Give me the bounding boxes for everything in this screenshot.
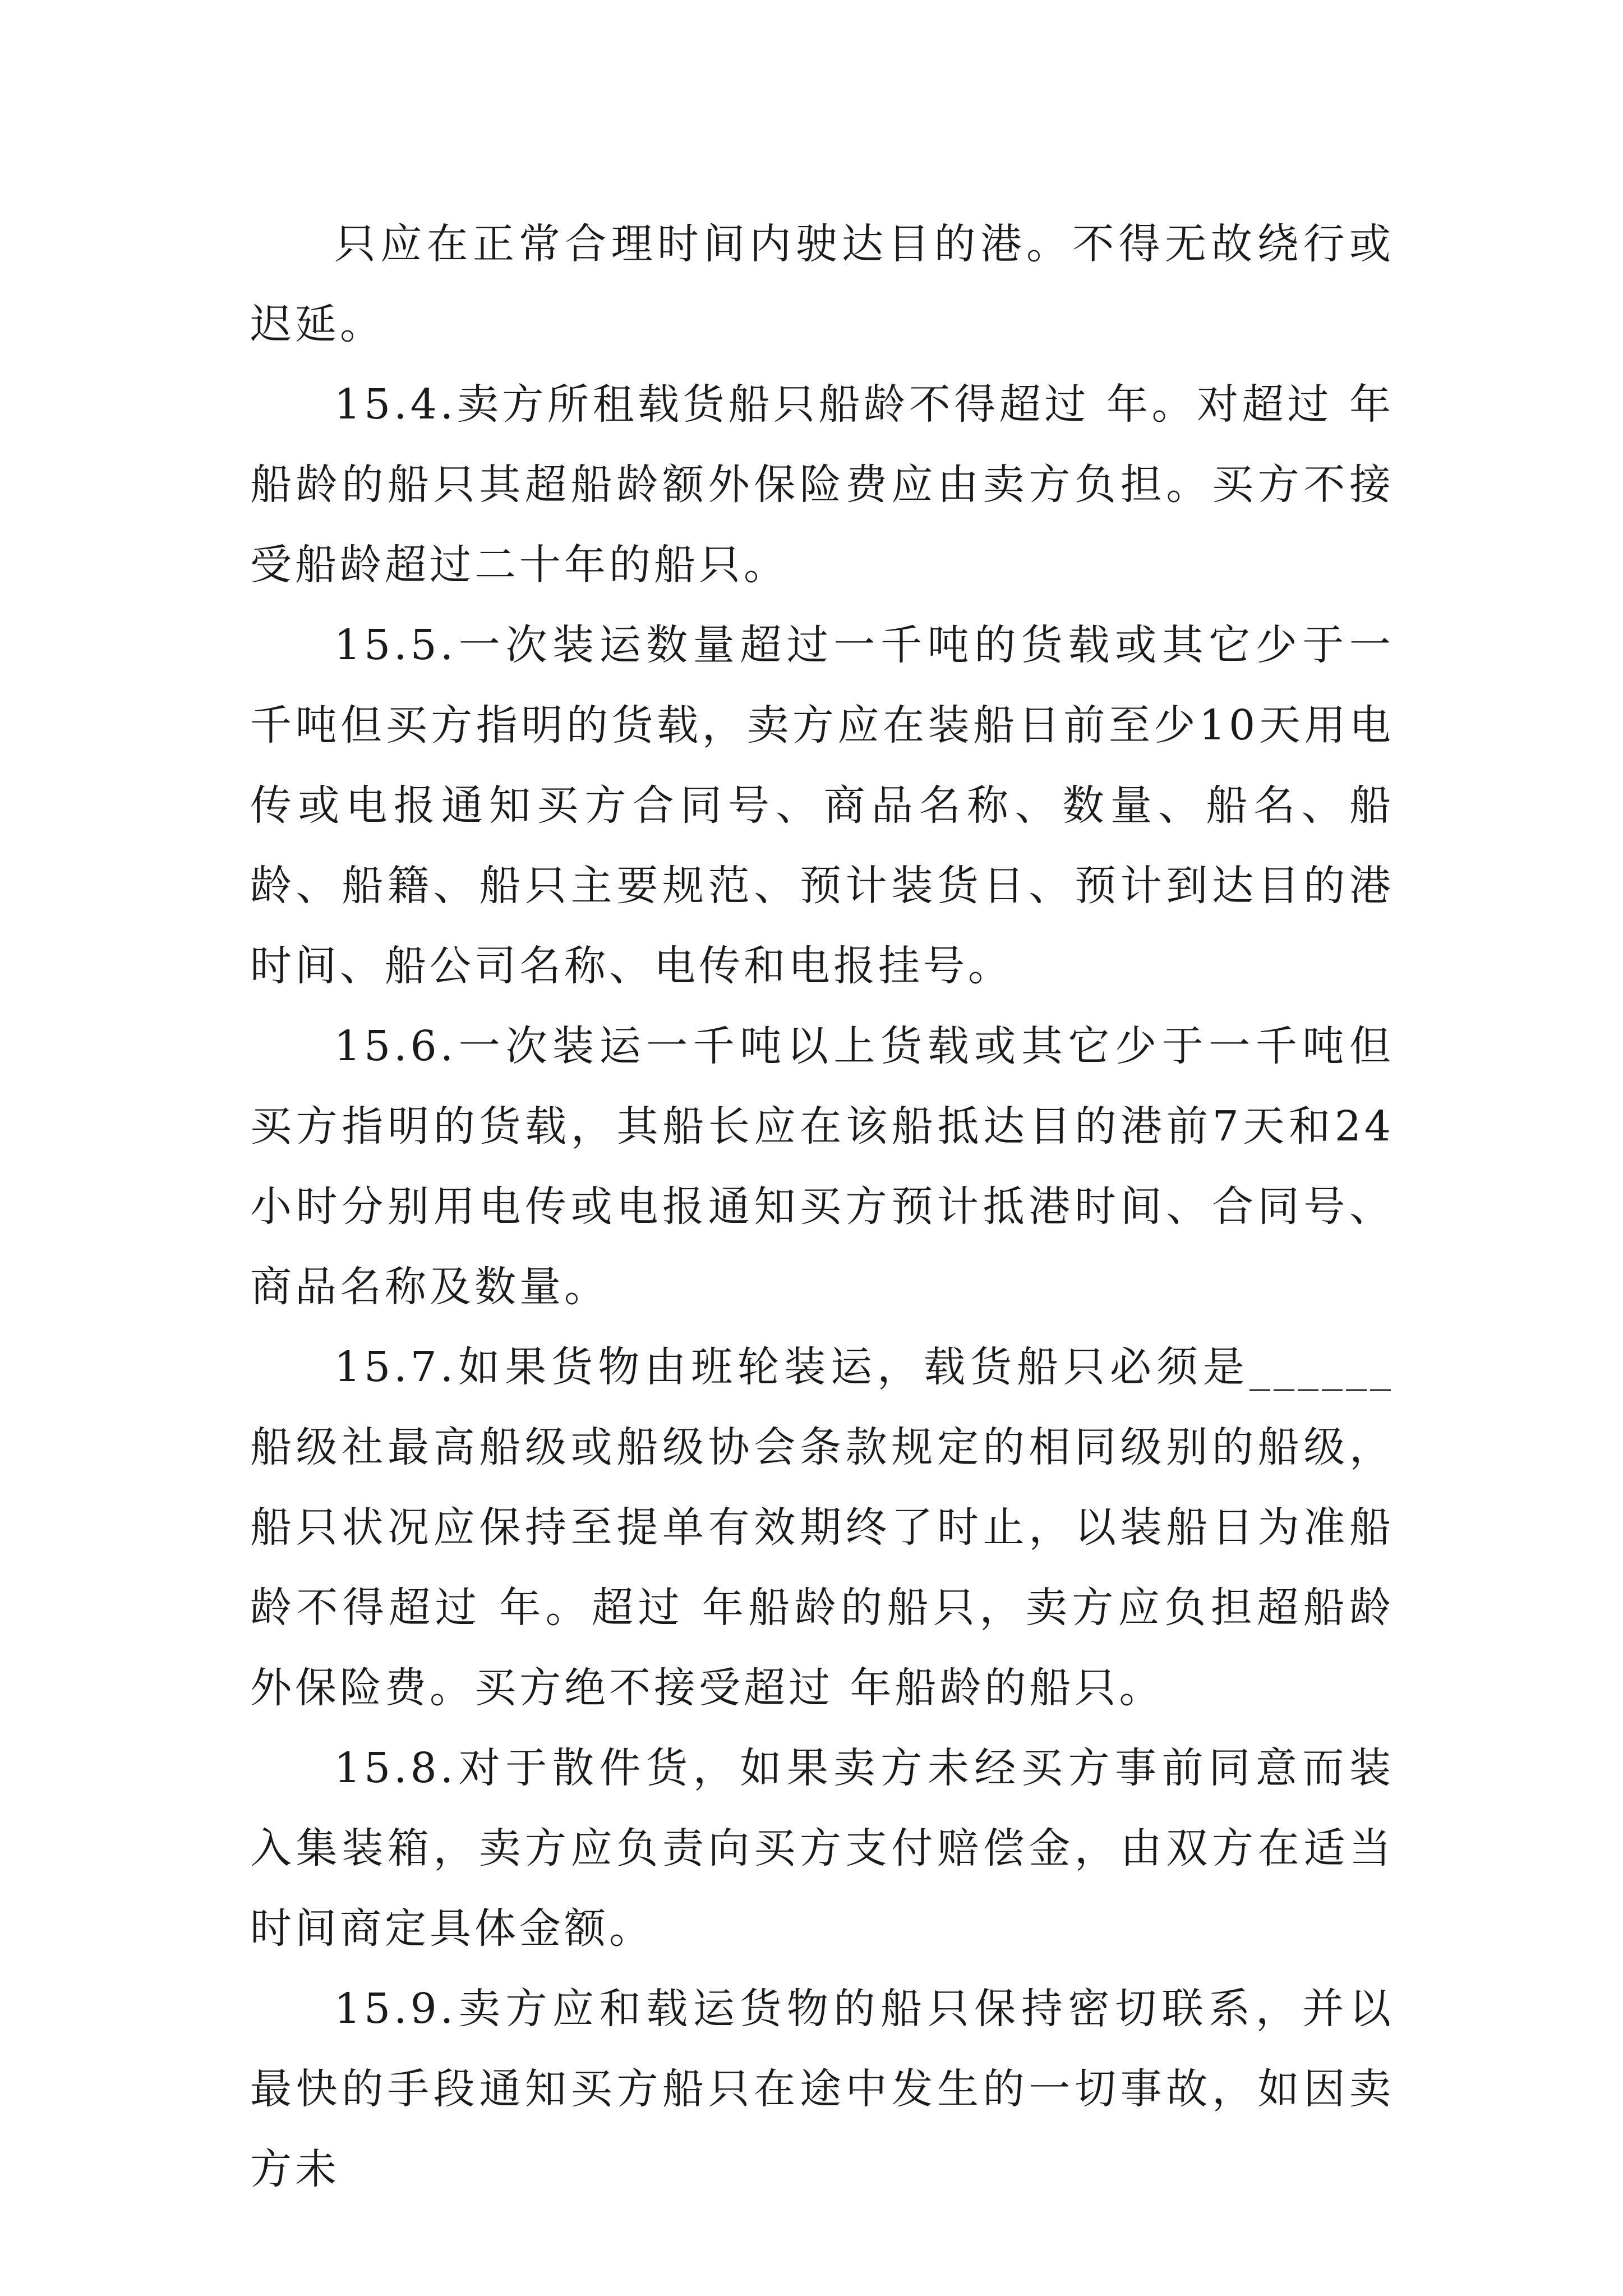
- paragraph-clause-15-8: 15.8.对于散件货，如果卖方未经买方事前同意而装入集装箱，卖方应负责向买方支付赔偿金，由双方在适当时间商定具体金额。: [250, 1744, 1394, 1953]
- paragraph-shipping-time: 只应在正常合理时间内驶达目的港。不得无故绕行或迟延。: [250, 220, 1394, 348]
- paragraph-clause-15-4: 15.4.卖方所租载货船只船龄不得超过 年。对超过 年船龄的船只其超船龄额外保险费应由卖方负担。买方不接受船龄超过二十年的船只。: [250, 380, 1394, 589]
- document-page: [250, 204, 1394, 2210]
- paragraph-clause-15-5: 15.5.一次装运数量超过一千吨的货载或其它少于一千吨但买方指明的货载，卖方应在装船日前至少10天用电传或电报通知买方合同号、商品名称、数量、船名、船龄、船籍、船只主要规范、预计装货日、预计到达目的港时间、船公司名称、电传和电报挂号。: [250, 621, 1394, 990]
- paragraph-clause-15-6: 15.6.一次装运一千吨以上货载或其它少于一千吨但买方指明的货载，其船长应在该船抵达目的港前7天和24小时分别用电传或电报通知买方预计抵港时间、合同号、商品名称及数量。: [250, 1022, 1394, 1311]
- paragraph-clause-15-7: 15.7.如果货物由班轮装运，载货船只必须是______船级社最高船级或船级协会条款规定的相同级别的船级，船只状况应保持至提单有效期终了时止，以装船日为准船龄不得超过 年。超过 年船龄的船只，卖方应负担超船龄外保险费。买方绝不接受超过 年船龄的船只。: [250, 1343, 1394, 1712]
- paragraph-clause-15-9: 15.9.卖方应和载运货物的船只保持密切联系，并以最快的手段通知买方船只在途中发生的一切事故，如因卖方未: [250, 1985, 1394, 2193]
